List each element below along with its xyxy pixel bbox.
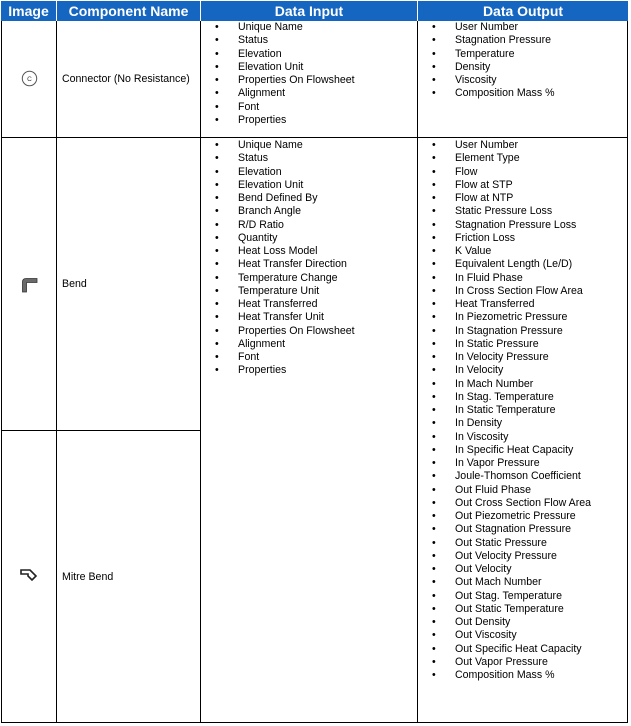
data-output-item: • In Static Temperature <box>432 404 591 417</box>
component-name-bend: Bend <box>62 278 87 290</box>
data-output-item: • Flow at STP <box>432 179 591 192</box>
data-output-item: • In Specific Heat Capacity <box>432 444 591 457</box>
data-input-item: • Font <box>215 351 355 364</box>
data-output-item: • Stagnation Pressure <box>432 34 555 47</box>
data-output-item: • Composition Mass % <box>432 87 555 100</box>
data-input-item: • Properties On Flowsheet <box>215 325 355 338</box>
data-input-item: • Heat Loss Model <box>215 245 355 258</box>
data-output-item: • In Density <box>432 417 591 430</box>
data-output-item: • Density <box>432 61 555 74</box>
bend-icon <box>20 276 39 293</box>
data-output-item: • In Fluid Phase <box>432 272 591 285</box>
data-output-item: • Friction Loss <box>432 232 591 245</box>
data-output-item: • Equivalent Length (Le/D) <box>432 258 591 271</box>
header-component-name: Component Name <box>57 1 200 21</box>
row-divider-1 <box>1 137 628 138</box>
data-output-item: • Stagnation Pressure Loss <box>432 219 591 232</box>
data-input-item: • Properties <box>215 114 355 127</box>
data-input-item: • Elevation <box>215 48 355 61</box>
divider-input-output <box>417 21 418 723</box>
divider-name-input <box>200 21 201 723</box>
data-input-item: • Quantity <box>215 232 355 245</box>
data-input-item: • Temperature Change <box>215 272 355 285</box>
bend-inputs <box>215 139 355 378</box>
data-output-item: • Out Velocity <box>432 563 591 576</box>
data-output-item: • Out Mach Number <box>432 576 591 589</box>
data-output-item: • Out Viscosity <box>432 629 591 642</box>
data-output-item: • In Stag. Temperature <box>432 391 591 404</box>
data-output-item: • Out Piezometric Pressure <box>432 510 591 523</box>
data-input-item: • Alignment <box>215 87 355 100</box>
connector-icon <box>21 70 38 87</box>
connector-inputs <box>215 21 355 127</box>
data-output-item: • Flow <box>432 166 591 179</box>
data-input-item: • Font <box>215 101 355 114</box>
data-output-item: • In Velocity <box>432 364 591 377</box>
component-name-mitre-bend: Mitre Bend <box>62 571 114 583</box>
data-input-item: • Status <box>215 152 355 165</box>
divider-image-name <box>56 21 57 723</box>
data-input-item: • Temperature Unit <box>215 285 355 298</box>
data-output-item: • Temperature <box>432 48 555 61</box>
header-data-input: Data Input <box>201 1 417 21</box>
data-output-item: • In Cross Section Flow Area <box>432 285 591 298</box>
data-output-item: • Element Type <box>432 152 591 165</box>
data-output-item: • Out Velocity Pressure <box>432 550 591 563</box>
data-output-item: • K Value <box>432 245 591 258</box>
border-right <box>627 21 628 723</box>
component-name-connector: Connector (No Resistance) <box>62 73 190 85</box>
component-data-table <box>1 1 628 723</box>
data-output-item: • In Mach Number <box>432 378 591 391</box>
data-input-item: • R/D Ratio <box>215 219 355 232</box>
border-left <box>1 21 2 723</box>
data-output-item: • Out Static Temperature <box>432 603 591 616</box>
connector-outputs <box>432 21 555 101</box>
data-output-item: • In Static Pressure <box>432 338 591 351</box>
header-image: Image <box>1 1 56 21</box>
data-input-item: • Elevation Unit <box>215 179 355 192</box>
data-input-item: • Heat Transferred <box>215 298 355 311</box>
data-output-item: • Out Vapor Pressure <box>432 656 591 669</box>
data-output-item: • In Velocity Pressure <box>432 351 591 364</box>
data-output-item: • Out Static Pressure <box>432 537 591 550</box>
data-input-item: • Branch Angle <box>215 205 355 218</box>
data-output-item: • In Viscosity <box>432 431 591 444</box>
data-output-item: • In Piezometric Pressure <box>432 311 591 324</box>
data-input-item: • Alignment <box>215 338 355 351</box>
data-input-item: • Heat Transfer Unit <box>215 311 355 324</box>
data-input-item: • Unique Name <box>215 21 355 34</box>
data-input-item: • Elevation <box>215 166 355 179</box>
data-output-item: • Out Stagnation Pressure <box>432 523 591 536</box>
data-output-item: • In Vapor Pressure <box>432 457 591 470</box>
data-output-item: • Out Cross Section Flow Area <box>432 497 591 510</box>
data-input-item: • Unique Name <box>215 139 355 152</box>
data-input-item: • Heat Transfer Direction <box>215 258 355 271</box>
row-divider-2 <box>1 430 200 431</box>
data-output-item: • Viscosity <box>432 74 555 87</box>
bend-outputs <box>432 139 591 682</box>
border-bottom <box>1 722 628 723</box>
header-data-output: Data Output <box>418 1 628 21</box>
data-input-item: • Bend Defined By <box>215 192 355 205</box>
svg-text:C: C <box>27 76 32 83</box>
data-output-item: • User Number <box>432 139 591 152</box>
data-output-item: • In Stagnation Pressure <box>432 325 591 338</box>
data-output-item: • Out Stag. Temperature <box>432 590 591 603</box>
data-output-item: • Heat Transferred <box>432 298 591 311</box>
data-output-item: • Joule-Thomson Coefficient <box>432 470 591 483</box>
data-output-item: • Flow at NTP <box>432 192 591 205</box>
data-output-item: • Out Density <box>432 616 591 629</box>
data-input-item: • Elevation Unit <box>215 61 355 74</box>
data-input-item: • Properties On Flowsheet <box>215 74 355 87</box>
mitre-bend-icon <box>19 567 39 584</box>
data-output-item: • User Number <box>432 21 555 34</box>
data-input-item: • Properties <box>215 364 355 377</box>
data-input-item: • Status <box>215 34 355 47</box>
data-output-item: • Out Specific Heat Capacity <box>432 643 591 656</box>
data-output-item: • Out Fluid Phase <box>432 484 591 497</box>
data-output-item: • Composition Mass % <box>432 669 591 682</box>
data-output-item: • Static Pressure Loss <box>432 205 591 218</box>
